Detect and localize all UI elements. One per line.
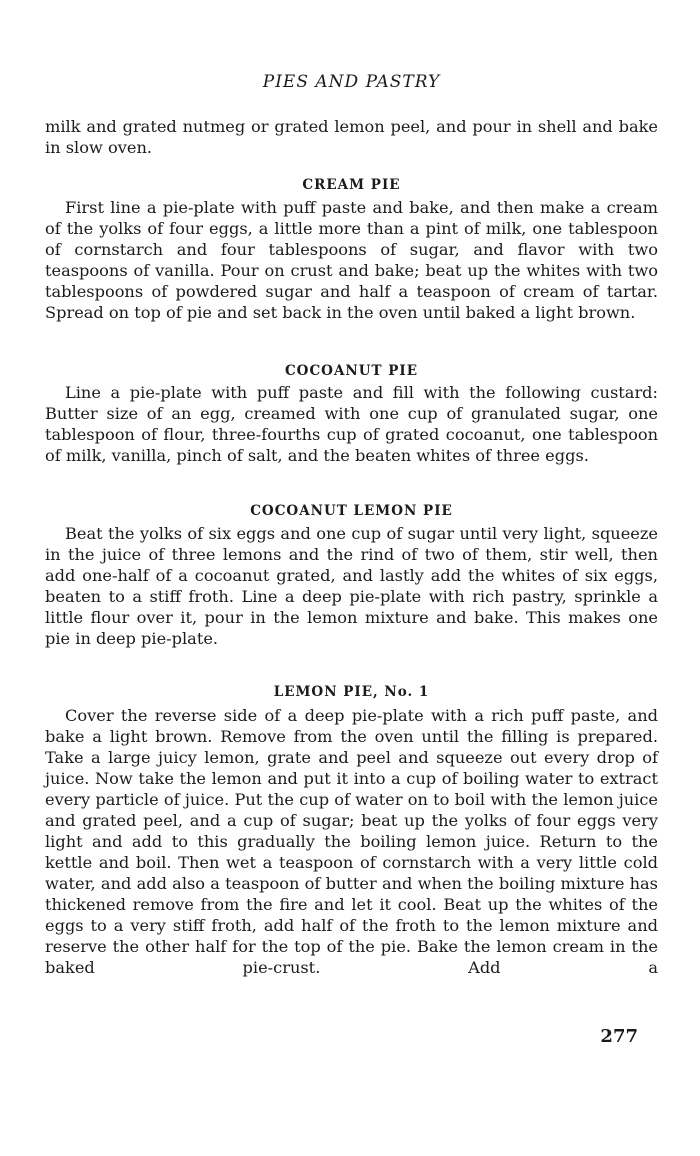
recipe-text-cocoanut-pie: Line a pie-plate with puff paste and fill with the following custard: Butter size of an egg, creamed with one cup of granulated sugar, one tablespoon of flour, three-fourths cup of grated cocoanut, one tablespoon of milk, vanilla, pinch of salt, and the beaten whites of three eggs.: [45, 383, 658, 465]
recipe-title-lemon-pie-1: LEMON PIE, No. 1: [273, 684, 430, 700]
running-head: PIES AND PASTRY: [262, 72, 441, 92]
recipe-title-cream-pie: CREAM PIE: [302, 177, 401, 193]
page-number: 277: [600, 1026, 638, 1047]
recipe-text-lemon-pie-1: Cover the reverse side of a deep pie-plate with a rich puff paste, and bake a light brown. Remove from the oven until the filling is prepared. Take a large juicy lemon, grate and peel and squeeze out every drop of juice. Now take the lemon and put it into a cup of boiling water to extract every particle of juice. Put the cup of water on to boil with the lemon juice and grated peel, and a cup of sugar; beat up the yolks of four eggs very light and add to this gradually the boiling lemon juice. Return to the kettle and boil. Then wet a teaspoon of cornstarch with a very little cold water, and add also a teaspoon of butter and when the boiling mixture has thickened remove from the fire and let it cool. Beat up the whites of the eggs to a very stiff froth, add half of the froth to the lemon mixture and reserve the other half for the top of the pie. Bake the lemon cream in the baked pie-crust. Add a: [45, 706, 658, 977]
continuation-paragraph: milk and grated nutmeg or grated lemon peel, and pour in shell and bake in slow oven.: [45, 117, 658, 157]
book-page: [45, 0, 658, 1156]
recipe-title-cocoanut-lemon-pie: COCOANUT LEMON PIE: [250, 503, 453, 519]
recipe-text-cream-pie: First line a pie-plate with puff paste and bake, and then make a cream of the yolks of four eggs, a little more than a pint of milk, one tablespoon of cornstarch and four tablespoons of sugar, and flavor with two teaspoons of vanilla. Pour on crust and bake; beat up the whites with two tablespoons of powdered sugar and half a teaspoon of cream of tartar. Spread on top of pie and set back in the oven until baked a light brown.: [45, 198, 658, 322]
recipe-title-cocoanut-pie: COCOANUT PIE: [284, 363, 419, 379]
recipe-text-cocoanut-lemon-pie: Beat the yolks of six eggs and one cup of sugar until very light, squeeze in the juice of three lemons and the rind of two of them, stir well, then add one-half of a cocoanut grated, and lastly add the whites of six eggs, beaten to a stiff froth. Line a deep pie-plate with rich pastry, sprinkle a little flour over it, pour in the lemon mixture and bake. This makes one pie in deep pie-plate.: [45, 524, 658, 648]
